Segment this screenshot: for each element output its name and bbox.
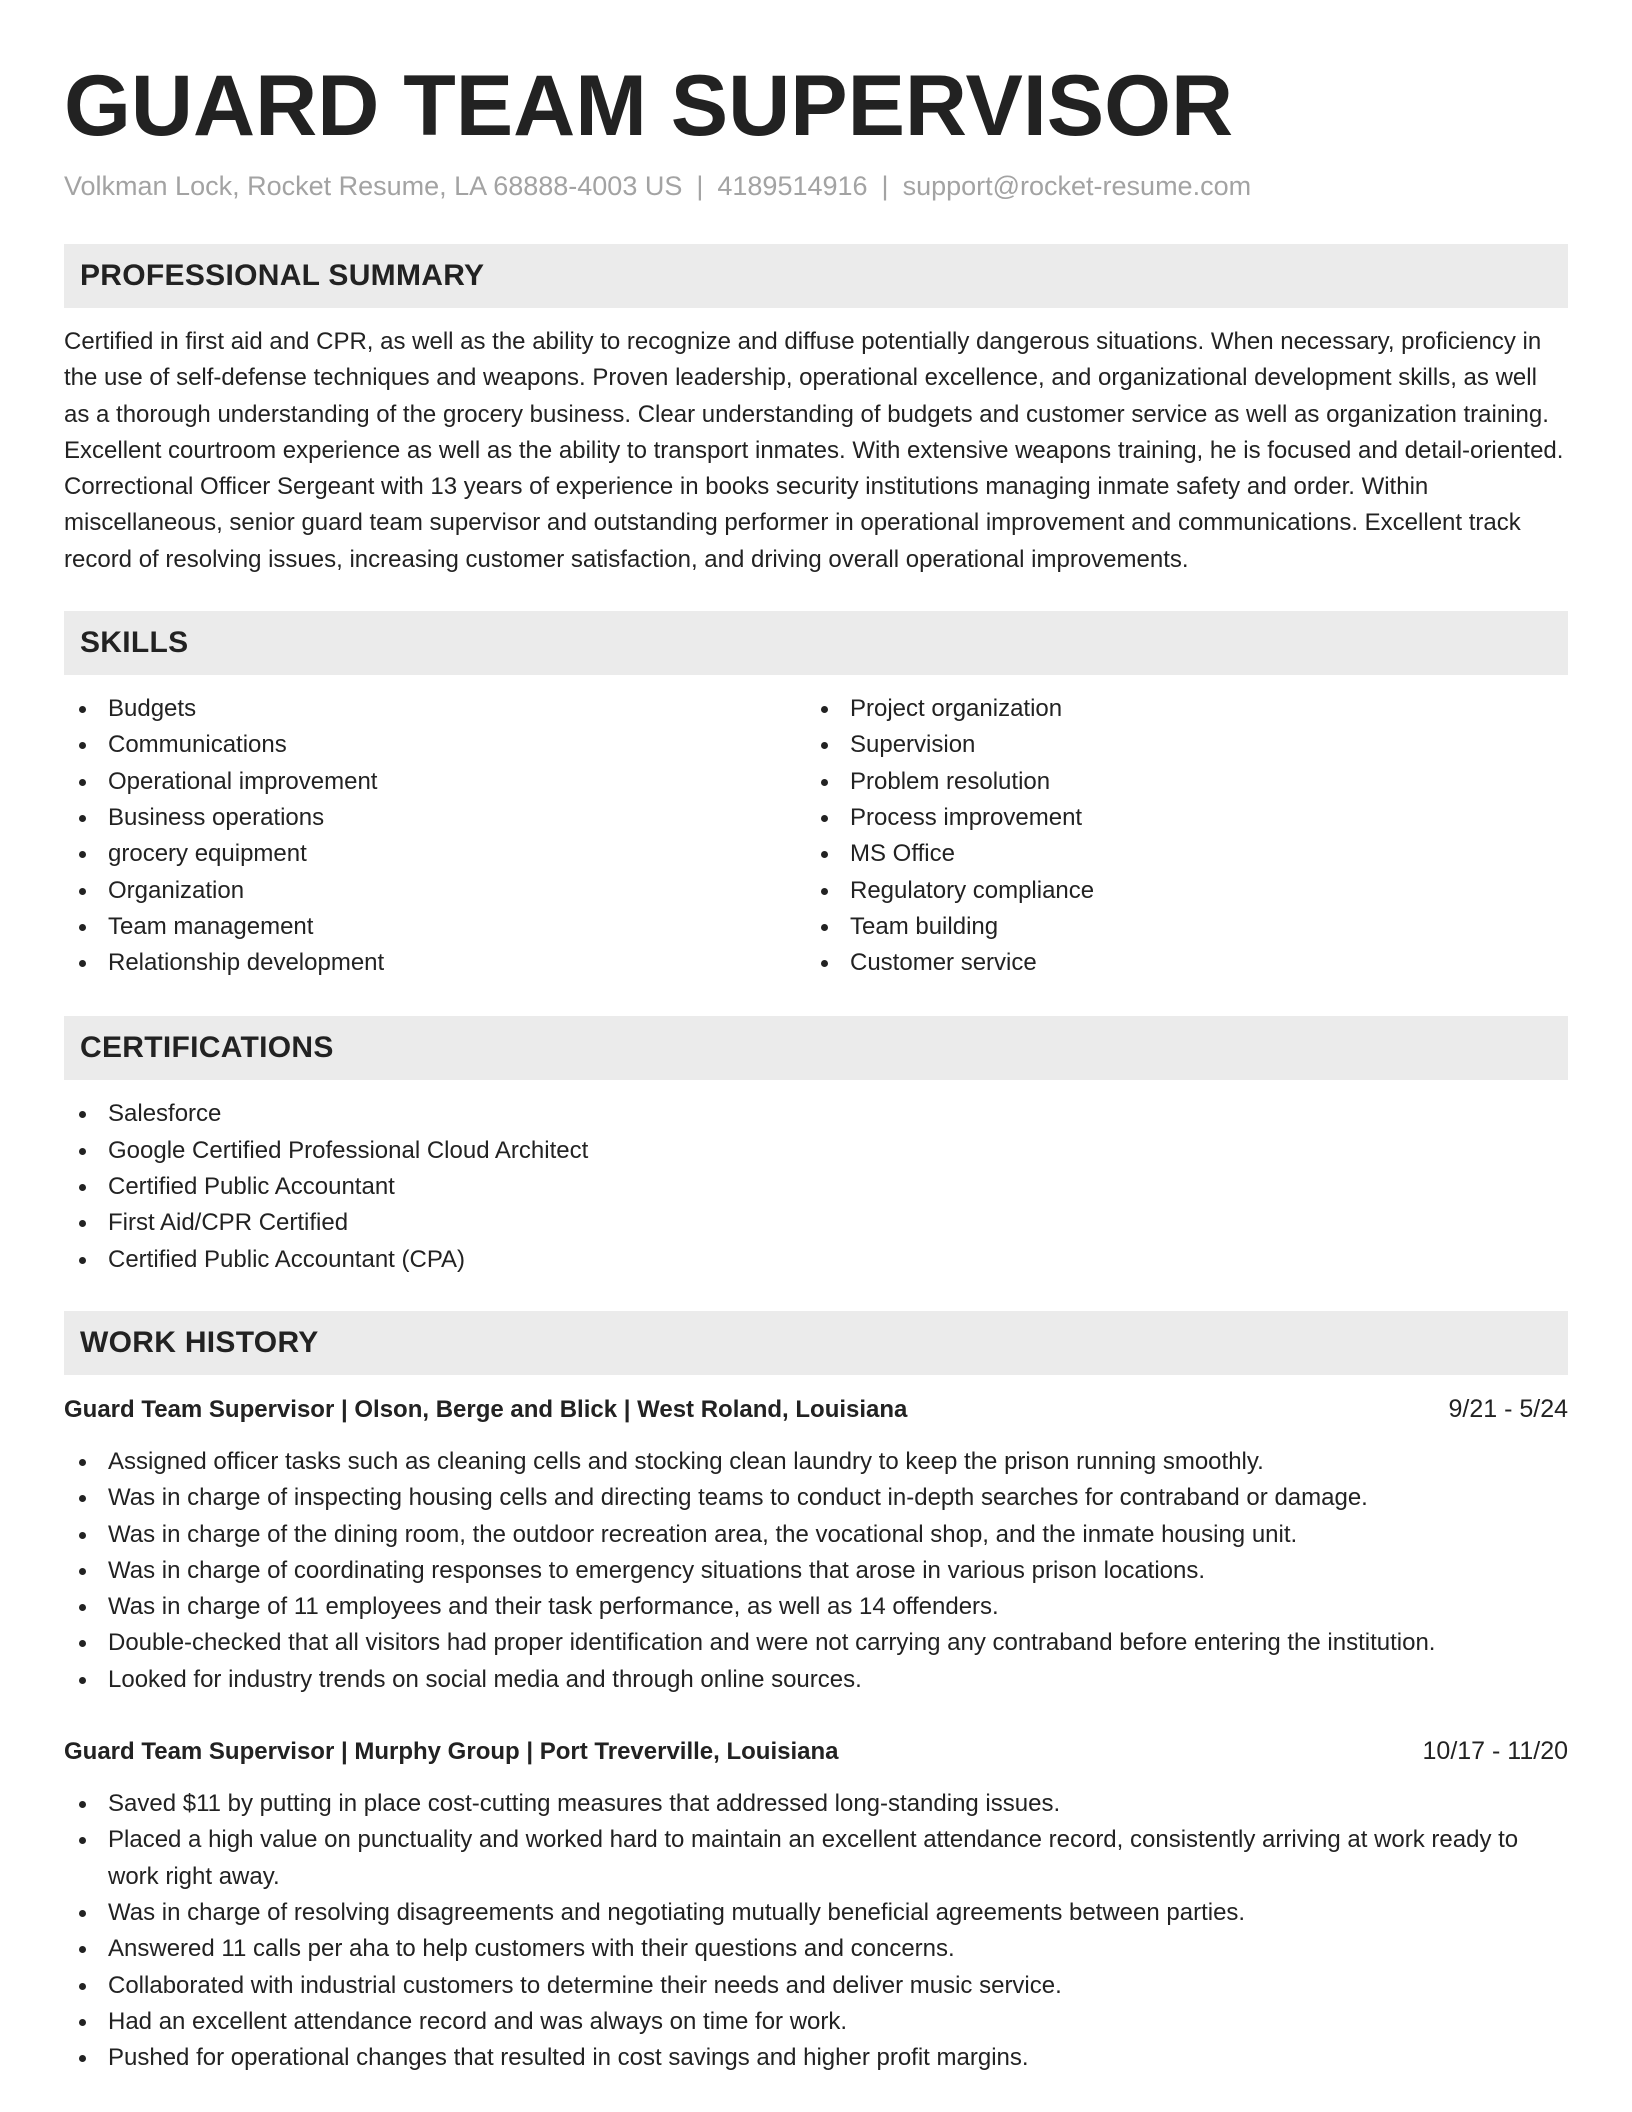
job-bullet-list xyxy=(64,1786,1568,2076)
job-bullet: Was in charge of inspecting housing cells and directing teams to conduct in-depth searches for contraband or damage. xyxy=(64,1480,1568,1516)
resume-page xyxy=(64,0,1568,2076)
job-bullet: Saved $11 by putting in place cost-cutting measures that addressed long-standing issues. xyxy=(64,1786,1568,1822)
page-title: GUARD TEAM SUPERVISOR xyxy=(64,58,1234,154)
job-dates: 10/17 - 11/20 xyxy=(1422,1737,1568,1766)
job-heading: Guard Team Supervisor | Murphy Group | Port Treverville, Louisiana xyxy=(64,1738,839,1766)
certification-item: First Aid/CPR Certified xyxy=(64,1205,1568,1241)
skill-item: Project organization xyxy=(806,691,1548,727)
job-bullet: Assigned officer tasks such as cleaning cells and stocking clean laundry to keep the prison running smoothly. xyxy=(64,1444,1568,1480)
section-title-summary: PROFESSIONAL SUMMARY xyxy=(80,259,485,292)
job-bullet: Had an excellent attendance record and was always on time for work. xyxy=(64,2004,1568,2040)
contact-address: Volkman Lock, Rocket Resume, LA 68888-4003 US xyxy=(64,171,683,201)
certification-item: Salesforce xyxy=(64,1096,1568,1132)
section-header-summary xyxy=(64,244,1568,308)
job-bullet: Was in charge of coordinating responses to emergency situations that arose in various prison locations. xyxy=(64,1553,1568,1589)
skill-item: Organization xyxy=(64,873,806,909)
section-header-work-history xyxy=(64,1311,1568,1375)
certifications-list xyxy=(64,1096,1568,1277)
job-header xyxy=(64,1391,1568,1428)
job-entry xyxy=(64,1733,1568,2076)
contact-phone: 4189514916 xyxy=(717,171,868,201)
skill-item: Customer service xyxy=(806,945,1548,981)
job-bullet-list xyxy=(64,1444,1568,1698)
job-bullet: Pushed for operational changes that resulted in cost savings and higher profit margins. xyxy=(64,2040,1568,2076)
contact-separator: | xyxy=(881,171,889,201)
certification-item: Certified Public Accountant (CPA) xyxy=(64,1242,1568,1278)
job-dates: 9/21 - 5/24 xyxy=(1448,1394,1568,1423)
skills-list-left xyxy=(64,691,806,981)
section-header-skills xyxy=(64,611,1568,675)
contact-email[interactable]: support@rocket-resume.com xyxy=(902,171,1252,201)
skill-item: MS Office xyxy=(806,836,1548,872)
skill-item: Relationship development xyxy=(64,945,806,981)
job-bullet: Was in charge of 11 employees and their task performance, as well as 14 offenders. xyxy=(64,1589,1568,1625)
job-heading: Guard Team Supervisor | Olson, Berge and Blick | West Roland, Louisiana xyxy=(64,1395,908,1423)
job-bullet: Collaborated with industrial customers to determine their needs and deliver music service. xyxy=(64,1968,1568,2004)
section-title-certifications: CERTIFICATIONS xyxy=(80,1031,334,1065)
job-header xyxy=(64,1733,1568,1770)
skill-item: Regulatory compliance xyxy=(806,873,1548,909)
certification-item: Google Certified Professional Cloud Architect xyxy=(64,1133,1568,1169)
skill-item: Supervision xyxy=(806,727,1548,763)
job-bullet: Was in charge of resolving disagreements and negotiating mutually beneficial agreements between parties. xyxy=(64,1895,1568,1931)
contact-separator: | xyxy=(696,171,704,201)
job-bullet: Was in charge of the dining room, the outdoor recreation area, the vocational shop, and the inmate housing unit. xyxy=(64,1517,1568,1553)
skill-item: Budgets xyxy=(64,691,806,727)
skills-list-right xyxy=(806,691,1548,981)
job-entry xyxy=(64,1391,1568,1698)
skill-item: Team building xyxy=(806,909,1548,945)
job-bullet: Placed a high value on punctuality and worked hard to maintain an excellent attendance record, consistently arriving at work ready to work right away. xyxy=(64,1822,1568,1895)
job-bullet: Double-checked that all visitors had proper identification and were not carrying any contraband before entering the institution. xyxy=(64,1625,1568,1661)
skill-item: Business operations xyxy=(64,800,806,836)
certification-item: Certified Public Accountant xyxy=(64,1169,1568,1205)
skills-grid xyxy=(64,691,1568,981)
section-title-skills: SKILLS xyxy=(80,626,189,660)
contact-line xyxy=(64,168,1568,204)
summary-text: Certified in first aid and CPR, as well as the ability to recognize and diffuse potentially dangerous situations. When necessary, proficiency in the use of self-defense techniques and weapons. Proven leadership, operational excellence, and organizational development skills, as well as a thorough understanding of the grocery business. Clear understanding of budgets and customer service as well as organization training. Excellent courtroom experience as well as the ability to transport inmates. With extensive weapons training, he is focused and detail-oriented. Correctional Officer Sergeant with 13 years of experience in books security institutions managing inmate safety and order. Within miscellaneous, senior guard team supervisor and outstanding performer in operational improvement and communications. Excellent track record of resolving issues, increasing customer satisfaction, and driving overall operational improvements. xyxy=(64,328,1564,573)
skill-item: Operational improvement xyxy=(64,764,806,800)
skill-item: grocery equipment xyxy=(64,836,806,872)
skill-item: Team management xyxy=(64,909,806,945)
job-bullet: Looked for industry trends on social media and through online sources. xyxy=(64,1662,1568,1698)
skill-item: Communications xyxy=(64,727,806,763)
section-header-certifications xyxy=(64,1016,1568,1080)
skill-item: Process improvement xyxy=(806,800,1548,836)
section-title-work-history: WORK HISTORY xyxy=(80,1325,319,1359)
skill-item: Problem resolution xyxy=(806,764,1548,800)
job-bullet: Answered 11 calls per aha to help customers with their questions and concerns. xyxy=(64,1931,1568,1967)
